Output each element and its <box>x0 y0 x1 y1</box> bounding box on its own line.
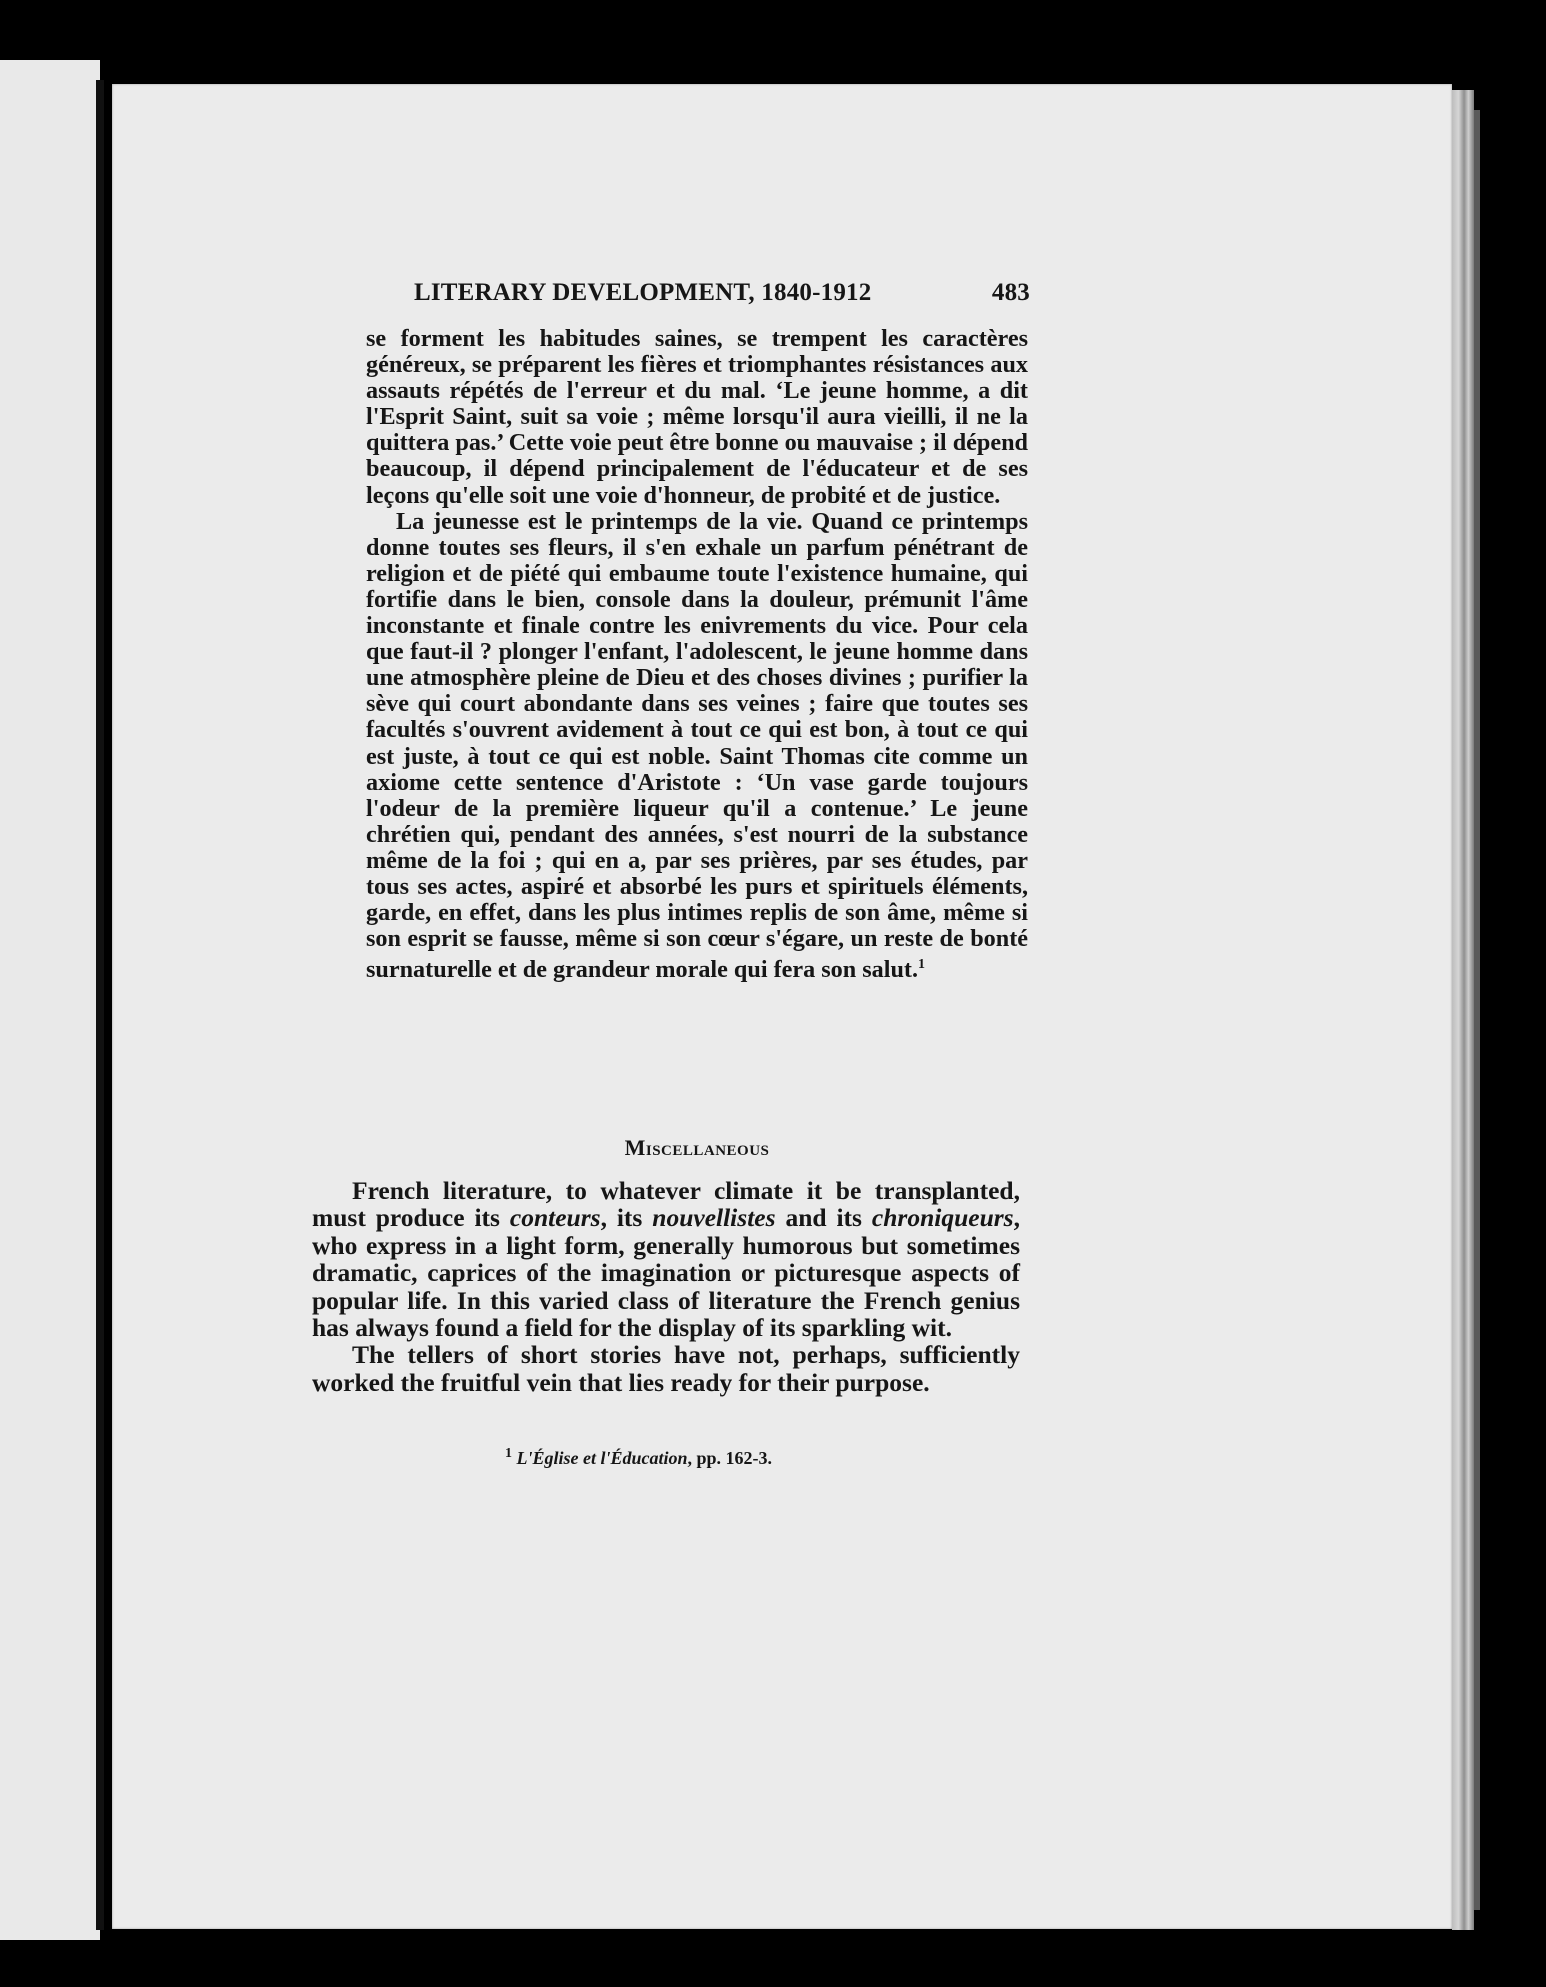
paragraph: La jeunesse est le printemps de la vie. Quand ce printemps donne toutes ses fleurs, il s'en exhale un parfum pénétrant de religion et de piété qui embaume toute l'existence humaine, qui fortifie dans le bien, console dans la douleur, prémunit l'âme inconstante et finale contre les enivrements du vice. Pour cela que faut-il ? plonger l'enfant, l'adolescent, le jeune homme dans une atmosphère pleine de Dieu et des choses divines ; purifier la sève qui court abondante dans ses veines ; faire que toutes ses facultés s'ouvrent avidement à tout ce qui est bon, à tout ce qui est juste, à tout ce qui est noble. Saint Thomas cite comme un axiome cette sentence d'Aristote : ‘Un vase garde toujours l'odeur de la première liqueur qu'il a contenue.’ Le jeune chrétien qui, pendant des années, s'est nourri de la substance même de la foi ; qui en a, par ses prières, par ses études, par tous ses actes, aspiré et absorbé les purs et spirituels éléments, garde, en effet, dans les plus intimes replis de son âme, même si son esprit se fausse, même si son cœur s'égare, un reste de bonté surnaturelle et de grandeur morale qui fera son salut.$^1$ <box>366 507 1028 984</box>
page-number: 483 <box>991 279 1030 306</box>
page-stack-shadow <box>1474 110 1480 1910</box>
footnote <box>505 1446 772 1469</box>
paragraph: The tellers of short stories have not, perhaps, sufficiently worked the fruitful vein that lies ready for their purpose. <box>312 1340 1020 1397</box>
quoted-french-passage <box>366 326 1028 983</box>
footnote-reference: 1 <box>918 957 926 973</box>
paragraph: French literature, to whatever climate it be transplanted, must produce its conteurs, its nouvellistes and its chroniqueurs, who express in a light form, generally humorous but sometimes dramatic, caprices of the imagination or picturesque aspects of popular life. In this varied class of literature the French genius has always found a field for the display of its sparkling wit. <box>312 1176 1020 1343</box>
book-gutter <box>96 80 104 1930</box>
section-heading: Miscellaneous <box>624 1135 770 1160</box>
page-stack-edge <box>1452 90 1474 1930</box>
footnote-mark: 1 <box>505 1446 512 1461</box>
running-head-title: LITERARY DEVELOPMENT, 1840-1912 <box>414 279 872 306</box>
footnote-pages: , pp. 162-3. <box>687 1448 773 1468</box>
running-head <box>414 279 1030 311</box>
paragraph: se forment les habitudes saines, se trempent les caractères généreux, se préparent les fières et triomphantes résistances aux assauts répétés de l'erreur et du mal. ‘Le jeune homme, a dit l'Esprit Saint, suit sa voie ; même lorsqu'il aura vieilli, il ne la quittera pas.’ Cette voie peut être bonne ou mauvaise ; il dépend beaucoup, il dépend principalement de l'éducateur et de ses leçons qu'elle soit une voie d'honneur, de probité et de justice. <box>366 325 1028 509</box>
body-text <box>312 1177 1020 1396</box>
footnote-title: L'Église et l'Éducation <box>516 1448 688 1468</box>
facing-page-edge <box>0 60 100 1940</box>
